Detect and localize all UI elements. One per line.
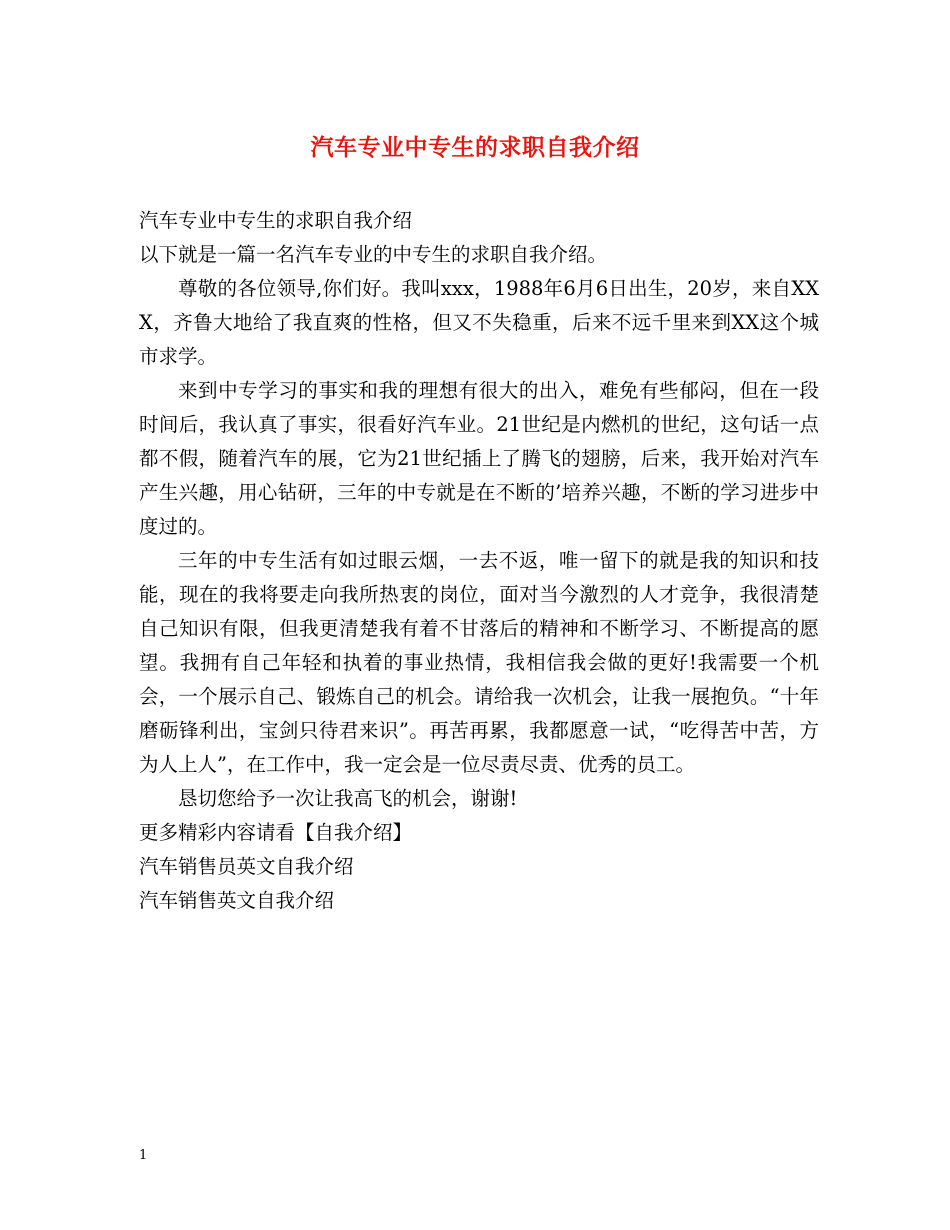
related-link-2[interactable]: 汽车销售英文自我介绍 <box>139 889 335 912</box>
document-body <box>139 204 819 918</box>
intro-line: 以下就是一篇一名汽车专业的中专生的求职自我介绍。 <box>139 243 608 266</box>
page-number: 1 <box>139 1148 148 1163</box>
document-title: 汽车专业中专生的求职自我介绍 <box>310 134 640 161</box>
subtitle-line: 汽车专业中专生的求职自我介绍 <box>139 209 413 232</box>
paragraph-2: 来到中专学习的事实和我的理想有很大的出入，难免有些郁闷，但在一段时间后，我认真了事实，很看好汽车业。21世纪是内燃机的世纪，这句话一点都不假，随着汽车的展，它为21世纪插上了腾飞的翅膀，后来，我开始对汽车产生兴趣，用心钻研，三年的中专就是在不断的’培养兴趣，不断的学习进步中度过的。 <box>139 379 819 538</box>
paragraph-4: 恳切您给予一次让我高飞的机会，谢谢! <box>178 787 518 810</box>
related-link-1[interactable]: 汽车销售员英文自我介绍 <box>139 855 354 878</box>
paragraph-1: 尊敬的各位领导,你们好。我叫xxx，1988年6月6日出生，20岁，来自XXX，齐鲁大地给了我直爽的性格，但又不失稳重，后来不远千里来到XX这个城市求学。 <box>139 277 819 368</box>
more-content-link[interactable]: 更多精彩内容请看【自我介绍】 <box>139 821 413 844</box>
paragraph-3: 三年的中专生活有如过眼云烟，一去不返，唯一留下的就是我的知识和技能，现在的我将要走向我所热衷的岗位，面对当今激烈的人才竞争，我很清楚自己知识有限，但我更清楚我有着不甘落后的精神和不断学习、不断提高的愿望。我拥有自己年轻和执着的事业热情，我相信我会做的更好!我需要一个机会，一个展示自己、锻炼自己的机会。请给我一次机会，让我一展抱负。“十年磨砺锋利出，宝剑只待君来识”。再苦再累，我都愿意一试，“吃得苦中苦，方为人上人”，在工作中，我一定会是一位尽责尽责、优秀的员工。 <box>139 549 819 776</box>
